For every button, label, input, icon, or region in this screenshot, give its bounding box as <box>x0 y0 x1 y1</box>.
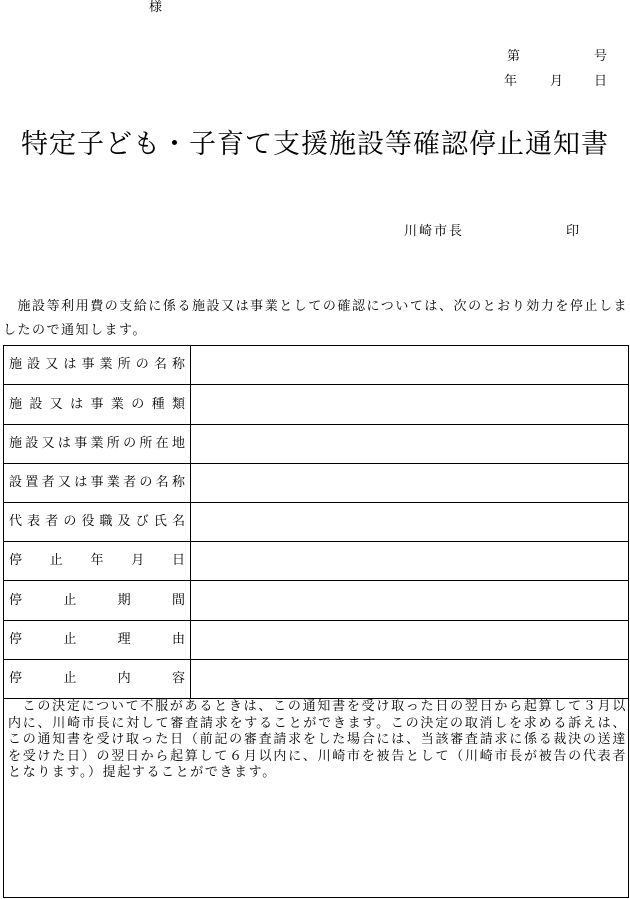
row-suspension-reason <box>4 621 628 660</box>
row-suspension-date <box>4 542 628 581</box>
date-year-label: 年 <box>504 74 518 89</box>
row-label: 停止理由 <box>9 632 185 647</box>
value-cell <box>191 660 628 698</box>
row-representative <box>4 503 628 542</box>
row-label: 代表者の役職及び氏名 <box>9 514 185 529</box>
label-cell <box>4 542 191 580</box>
document-number-suffix: 号 <box>594 49 608 64</box>
date-month-label: 月 <box>550 74 564 89</box>
appeal-notice: この決定について不服があるときは、この通知書を受け取った日の翌日から起算して３月以内に、川崎市長に対して審査請求をすることができます。この決定の取消しを求める訴えは、この通知書を受け取った日（前記の審査請求をした場合には、当該審査請求に係る裁決の送達を受けた日）の翌日から起算して６月以内に、川崎市を被告として（川崎市長が被告の代表者となります。）提起することができます。 <box>8 699 627 780</box>
row-label: 施設又は事業所の所在地 <box>9 436 185 451</box>
row-label: 停止期間 <box>9 592 185 608</box>
document-title: 特定子ども・子育て支援施設等確認停止通知書 <box>21 129 609 160</box>
value-cell <box>191 542 628 580</box>
value-cell <box>191 621 628 659</box>
value-cell <box>191 346 628 384</box>
row-label: 停止内容 <box>9 671 185 686</box>
issuer-name: 川崎市長 <box>404 224 465 239</box>
row-operator-name <box>4 464 628 503</box>
value-cell <box>191 425 628 463</box>
addressee-suffix: 様 <box>149 0 163 15</box>
label-cell <box>4 464 191 502</box>
label-cell <box>4 425 191 463</box>
details-table <box>3 345 629 898</box>
row-facility-name <box>4 346 628 385</box>
row-label: 施設又は事業所の名称 <box>9 357 185 372</box>
label-cell <box>4 581 191 620</box>
row-facility-address <box>4 425 628 464</box>
date-day-label: 日 <box>594 74 608 89</box>
value-cell <box>191 581 628 620</box>
label-cell <box>4 621 191 659</box>
row-suspension-period <box>4 581 628 621</box>
row-label: 停止年月日 <box>9 553 185 568</box>
row-suspension-details <box>4 660 628 699</box>
label-cell <box>4 346 191 384</box>
value-cell <box>191 464 628 502</box>
document-number-prefix: 第 <box>507 49 521 64</box>
label-cell <box>4 660 191 698</box>
row-facility-type <box>4 385 628 425</box>
row-label: 設置者又は事業者の名称 <box>9 475 185 490</box>
label-cell <box>4 503 191 541</box>
value-cell <box>191 503 628 541</box>
label-cell <box>4 385 191 424</box>
value-cell <box>191 385 628 424</box>
seal-mark: 印 <box>566 224 580 239</box>
row-label: 施設又は事業の種類 <box>9 396 185 412</box>
notification-body: 施設等利用費の支給に係る施設又は事業としての確認については、次のとおり効力を停止しましたので通知します。 <box>3 299 628 338</box>
